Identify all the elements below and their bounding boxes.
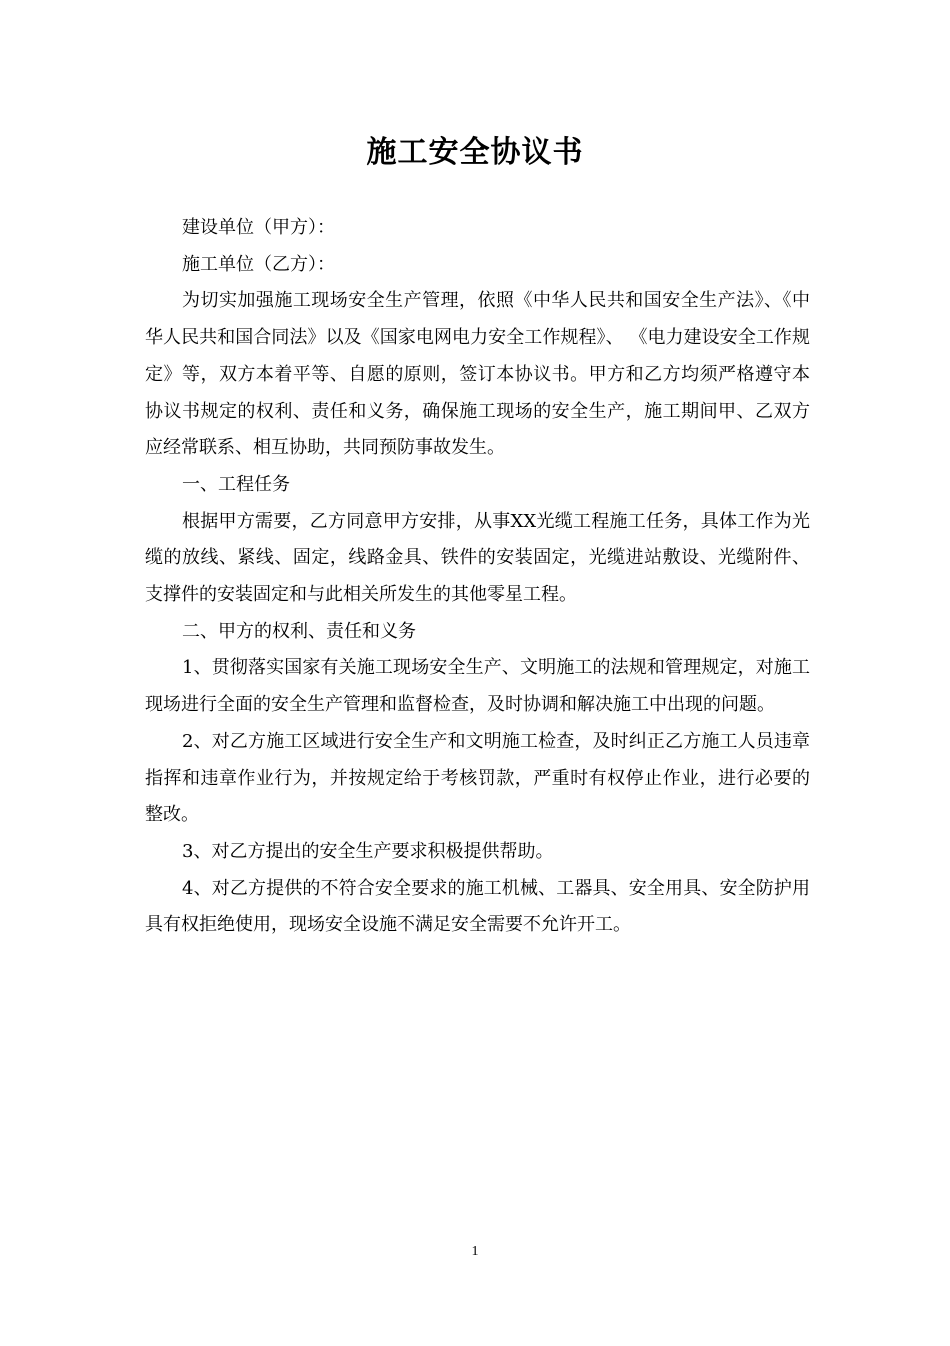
party-b-line: 施工单位（乙方）：	[182, 253, 335, 275]
page-number: 1	[471, 1244, 479, 1259]
clause-3: 3、对乙方提出的安全生产要求积极提供帮助。	[182, 840, 554, 862]
section-heading-party-a-duties: 二、甲方的权利、责任和义务	[182, 620, 416, 642]
document-title: 施工安全协议书	[366, 135, 584, 170]
clause-2: 2、对乙方施工区域进行安全生产和文明施工检查，及时纠正乙方施工人员违章指挥和违章作业行为，并按规定给于考核罚款，严重时有权停止作业，进行必要的整改。	[145, 730, 810, 826]
preamble-paragraph: 为切实加强施工现场安全生产管理，依照《中华人民共和国安全生产法》、《中华人民共和国合同法》以及《国家电网电力安全工作规程》、 《电力建设安全工作规定》等，双方本着平等、自愿的原则，签订本协议书。甲方和乙方均须严格遵守本协议书规定的权利、责任和义务，确保施工现场的安全生产，施工期间甲、乙双方应经常联系、相互协助，共同预防事故发生。	[145, 290, 810, 459]
party-a-line: 建设单位（甲方）：	[182, 217, 335, 238]
document-body	[145, 210, 810, 944]
clause-1: 1、贯彻落实国家有关施工现场安全生产、文明施工的法规和管理规定，对施工现场进行全面的安全生产管理和监督检查，及时协调和解决施工中出现的问题。	[145, 657, 810, 716]
clause-4: 4、对乙方提供的不符合安全要求的施工机械、工器具、安全用具、安全防护用具有权拒绝使用，现场安全设施不满足安全需要不允许开工。	[145, 877, 810, 936]
section-heading-project-task: 一、工程任务	[182, 473, 290, 495]
project-task-paragraph: 根据甲方需要，乙方同意甲方安排，从事XX光缆工程施工任务，具体工作为光缆的放线、紧线、固定，线路金具、铁件的安装固定，光缆进站敷设、光缆附件、支撑件的安装固定和与此相关所发生的其他零星工程。	[145, 510, 810, 606]
